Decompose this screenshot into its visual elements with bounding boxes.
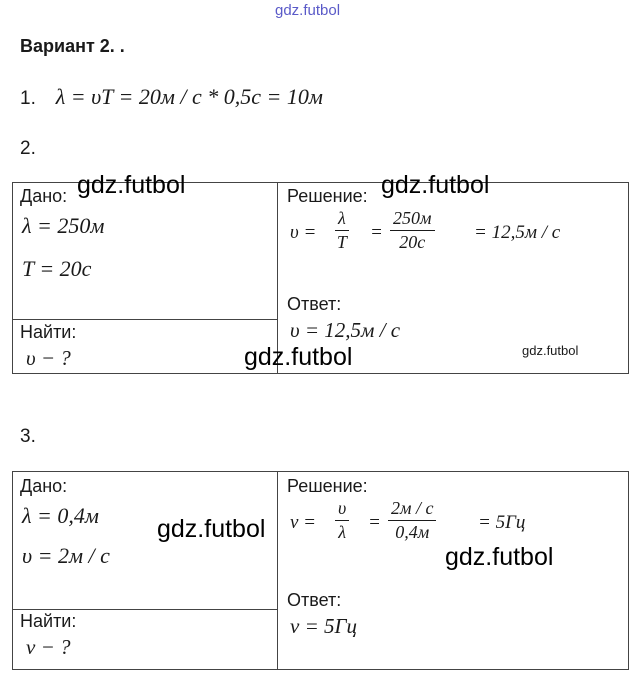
task3-solution-lhs: ν = <box>290 512 317 533</box>
task1 <box>20 84 323 110</box>
task2-frac1-den: T <box>336 232 347 252</box>
task3-frac1-den: λ <box>338 522 347 542</box>
task2-fraction-1 <box>335 208 349 253</box>
task2-frac2-num: 250м <box>393 208 432 228</box>
watermark-task3-solution: gdz.futbol <box>445 543 554 571</box>
page-title: Вариант 2. . <box>20 36 125 56</box>
task2-find-label: Найти: <box>20 322 77 342</box>
task3-given-lambda: λ = 0,4м <box>22 503 99 528</box>
task3-fraction-2 <box>388 498 436 543</box>
task3-solution-label: Решение: <box>287 476 368 496</box>
task2-answer: υ = 12,5м / с <box>290 318 401 342</box>
task1-number: 1. <box>20 88 36 109</box>
task3-find: ν − ? <box>26 635 71 659</box>
task2-solution-result: = 12,5м / с <box>474 222 561 243</box>
task3-find-label: Найти: <box>20 611 77 631</box>
task1-formula: λ = υT = 20м / с * 0,5с = 10м <box>55 84 323 109</box>
task2-fraction-2 <box>390 208 435 253</box>
task3-frac2-num: 2м / с <box>391 498 434 518</box>
task3-fraction-1 <box>335 498 349 543</box>
task3-number: 3. <box>20 426 36 447</box>
task3-solution-result: = 5Гц <box>478 512 526 533</box>
watermark-task2-bottom: gdz.futbol <box>244 343 353 371</box>
watermark-task2-solution: gdz.futbol <box>381 171 490 199</box>
task3-solution-eq: = <box>368 512 381 533</box>
task3-answer-label: Ответ: <box>287 590 342 610</box>
task3-given-label: Дано: <box>20 476 68 496</box>
task2-given-label: Дано: <box>20 186 68 206</box>
task2-find: υ − ? <box>26 346 71 370</box>
task2-solution-eq: = <box>370 222 383 243</box>
task3-answer: ν = 5Гц <box>290 614 357 638</box>
task2-given-lambda: λ = 250м <box>22 213 105 238</box>
watermark-top: gdz.futbol <box>275 2 341 19</box>
task2-frac1-num: λ <box>338 208 346 228</box>
watermark-task3-given: gdz.futbol <box>157 515 266 543</box>
task3-frac2-den: 0,4м <box>395 522 430 542</box>
task2-answer-label: Ответ: <box>287 294 342 314</box>
task3-given-speed: υ = 2м / с <box>22 543 110 568</box>
task2-solution-label: Решение: <box>287 186 368 206</box>
task2-solution-lhs: υ = <box>290 222 317 243</box>
task2-frac2-den: 20с <box>399 232 426 252</box>
task2-given-period: T = 20с <box>22 256 92 281</box>
watermark-task2-small: gdz.futbol <box>522 343 579 358</box>
task2-number: 2. <box>20 138 36 159</box>
task3-frac1-num: υ <box>338 498 347 518</box>
watermark-task2-given: gdz.futbol <box>77 171 186 199</box>
